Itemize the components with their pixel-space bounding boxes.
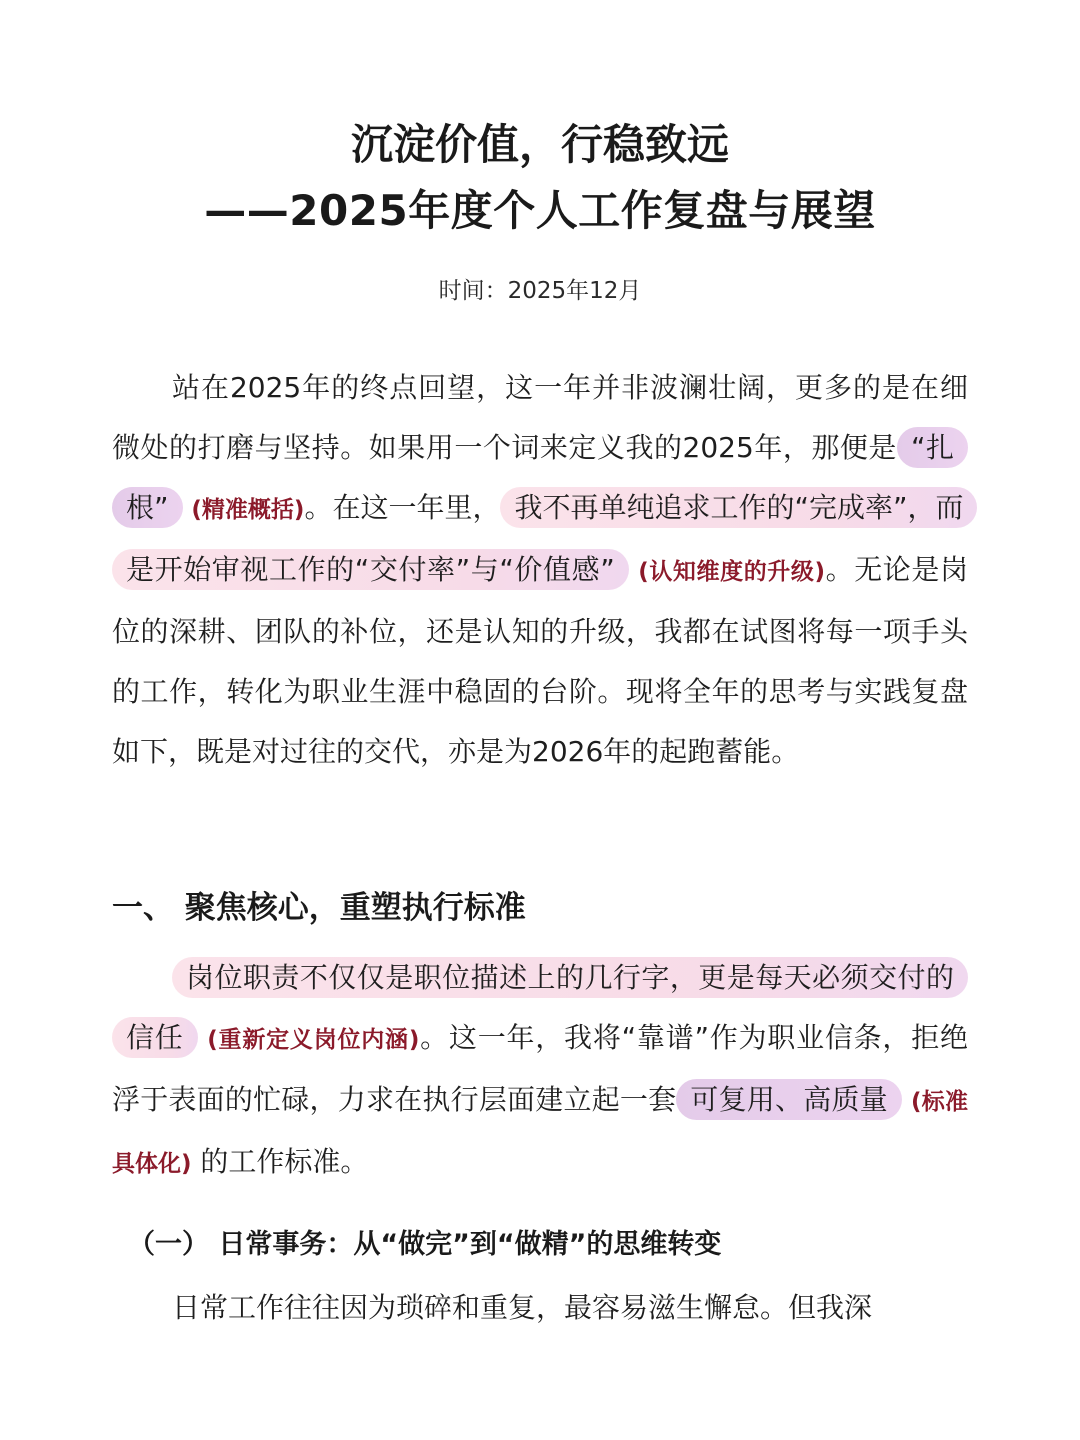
note-precise-summary: (精准概括) [191,497,305,523]
highlight-zhagen: “扎根” [112,427,968,528]
date-line: 时间：2025年12月 [438,278,642,304]
intro-paragraph [112,358,968,782]
highlight-delivery-rate: 我不再单纯追求工作的“完成率”，而是开始审视工作的“交付率”与“价值感” [112,487,977,590]
intro-text-2: 。在这一年里， [304,491,501,524]
intro-text-3: 。无论是岗位的深耕、团队的补位，还是认知的升级，我都在试图将每一项手头的工作，转化为职业生涯中稳固的台阶。现将全年的思考与实践复盘如下，既是对过往的交代，亦是为2026年的起跑蓄能。 [112,553,968,768]
note-cognitive-upgrade: (认知维度的升级) [638,559,826,585]
highlight-reusable-quality: 可复用、高质量 [676,1079,902,1120]
title-main: 沉淀价值，行稳致远 [350,120,729,169]
highlight-job-trust: 岗位职责不仅仅是职位描述上的几行字，更是每天必须交付的信任 [112,957,968,1058]
section1-text-1: 。这一年，我将“靠谱”作为职业信条，拒绝浮于表面的忙碌，力求在执行层面建立起一套 [112,1021,969,1116]
subsection1-paragraph: 日常工作往往因为琐碎和重复，最容易滋生懈怠。但我深 [172,1291,873,1324]
section1-text-2: 的工作标准。 [200,1145,369,1178]
intro-text-1: 站在2025年的终点回望，这一年并非波澜壮阔，更多的是在细微处的打磨与坚持。如果用一个词来定义我的2025年，那便是 [112,371,968,464]
section-heading-1: 一、 聚焦核心，重塑执行标准 [112,890,526,926]
subsection-heading-1: （一） 日常事务：从“做完”到“做精”的思维转变 [128,1229,722,1260]
title-subtitle: ——2025年度个人工作复盘与展望 [204,186,876,235]
note-redefine-role: (重新定义岗位内涵) [207,1027,420,1053]
section1-paragraph [112,948,968,1194]
note-standard-concrete: (标准具体化) [112,1089,968,1177]
